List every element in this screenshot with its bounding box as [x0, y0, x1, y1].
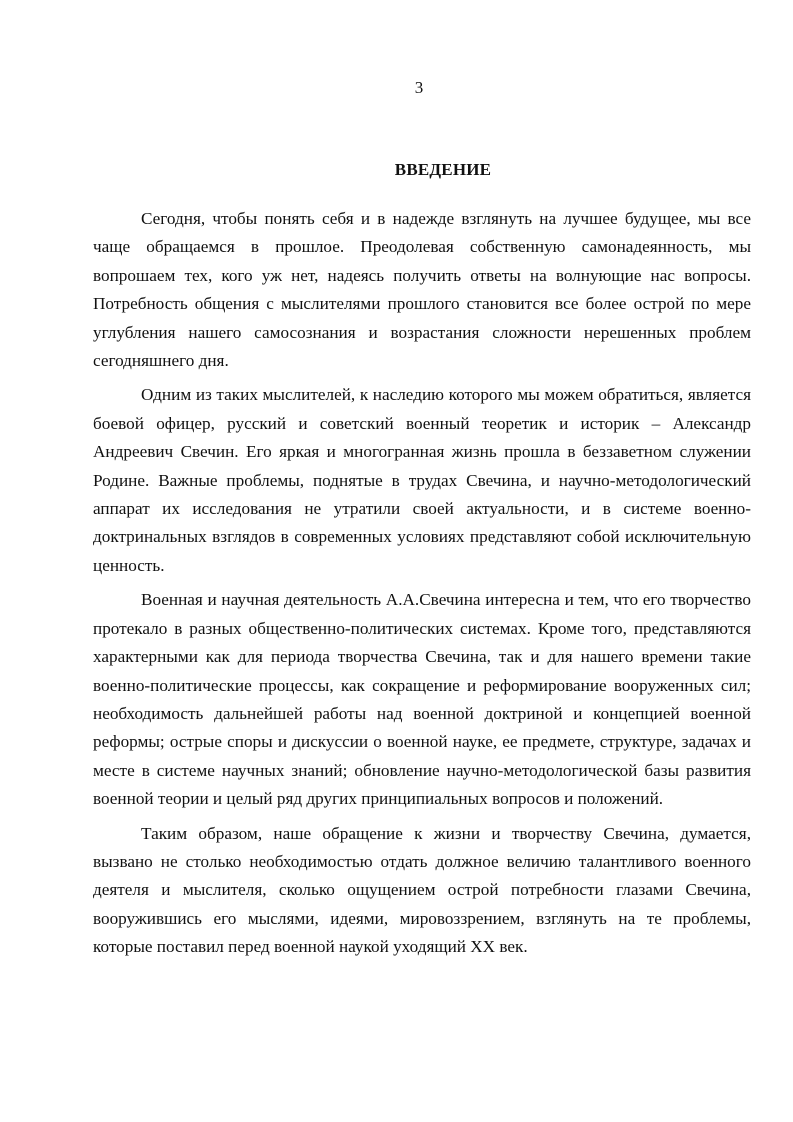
page-number: 3 [414, 78, 424, 97]
paragraph-2: Одним из таких мыслителей, к наследию которого мы можем обратиться, является боевой офицер, русский и советский военный теоретик и историк – Александр Андреевич Свечин. Его яркая и многогранная жизнь прошла в беззаветном служении Родине. Важные проблемы, поднятые в трудах Свечина, и научно-методологический аппарат их исследования не утратили своей актуальности, и в системе военно-доктринальных взглядов в современных условиях представляют собой исключительную ценность. [93, 385, 751, 575]
section-title: ВВЕДЕНИЕ [394, 160, 492, 179]
body-text [93, 205, 751, 968]
paragraph-1: Сегодня, чтобы понять себя и в надежде взглянуть на лучшее будущее, мы все чаще обращаемся в прошлое. Преодолевая собственную самонадеянность, мы вопрошаем тех, кого уж нет, надеясь получить ответы на волнующие нас вопросы. Потребность общения с мыслителями прошлого становится все более острой по мере углубления нашего самосознания и возрастания сложности нерешенных проблем сегодняшнего дня. [93, 209, 751, 371]
paragraph-3: Военная и научная деятельность А.А.Свечина интересна и тем, что его творчество протекало в разных общественно-политических системах. Кроме того, представляются характерными как для периода творчества Свечина, так и для нашего времени такие военно-политические процессы, как сокращение и реформирование вооруженных сил; необходимость дальнейшей работы над военной доктриной и концепцией военной реформы; острые споры и дискуссии о военной науке, ее предмете, структуре, задачах и месте в системе научных знаний; обновление научно-методологической базы развития военной теории и целый ряд других принципиальных вопросов и положений. [93, 590, 751, 809]
paragraph-4: Таким образом, наше обращение к жизни и творчеству Свечина, думается, вызвано не столько необходимостью отдать должное величию талантливого военного деятеля и мыслителя, сколько ощущением острой потребности глазами Свечина, вооружившись его мыслями, идеями, мировоззрением, взглянуть на те проблемы, которые поставил перед военной наукой уходящий XX век. [93, 823, 751, 957]
